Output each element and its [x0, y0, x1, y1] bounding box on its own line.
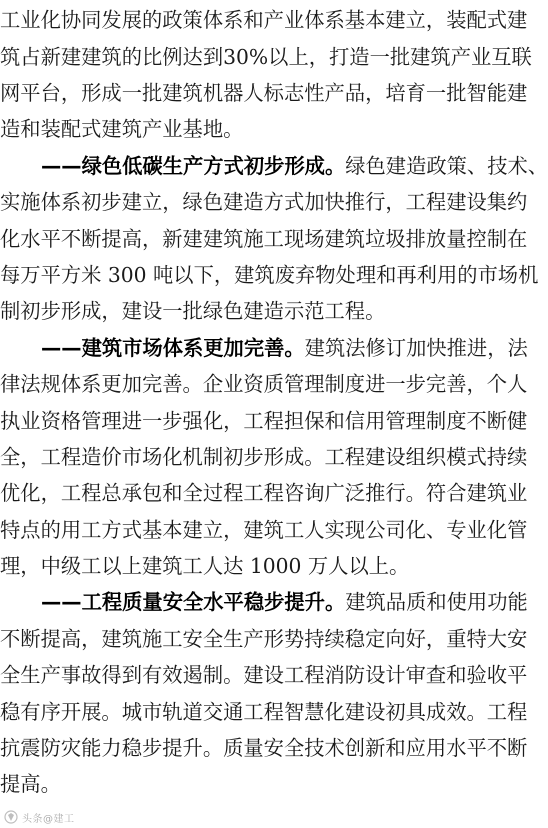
para4-first-tail: 建筑品质和使用功能	[345, 590, 528, 614]
para3-line-1: 律法规体系更加完善。企业资质管理制度进一步完善，个人	[0, 372, 528, 396]
para3-first-line	[41, 330, 528, 366]
watermark	[4, 808, 75, 826]
para3-line-2: 执业资格管理进一步强化，工程担保和信用管理制度不断健	[0, 409, 528, 433]
para4-line-3: 稳有序开展。城市轨道交通工程智慧化建设初具成效。工程	[0, 700, 528, 724]
para1-line-1: 工业化协同发展的政策体系和产业体系基本建立，装配式建	[0, 8, 528, 32]
para1-line-3: 网平台，形成一批建筑机器人标志性产品，培育一批智能建	[0, 81, 528, 105]
para2-line-2: 化水平不断提高，新建建筑施工现场建筑垃圾排放量控制在	[0, 227, 528, 251]
para1-line-4: 造和装配式建筑产业基地。	[0, 117, 244, 141]
para2-first-tail: 绿色建造政策、技术、	[345, 154, 548, 178]
para4-first-line	[41, 584, 528, 620]
para3-first-tail: 建筑法修订加快推进，法	[304, 336, 528, 360]
para2-first-line	[41, 148, 548, 184]
para4-line-2: 全生产事故得到有效遏制。建设工程消防设计审查和验收平	[0, 663, 528, 687]
para4-line-5: 提高。	[0, 772, 61, 796]
para4-heading: ——工程质量安全水平稳步提升。	[41, 590, 346, 614]
para2-heading: ——绿色低碳生产方式初步形成。	[41, 154, 346, 178]
brand-logo-icon	[4, 810, 18, 824]
para3-line-3: 全，工程造价市场化机制初步形成。工程建设组织模式持续	[0, 445, 528, 469]
para3-line-5: 特点的用工方式基本建立，建筑工人实现公司化、专业化管	[0, 518, 528, 542]
para2-line-3: 每万平方米 300 吨以下，建筑废弃物处理和再利用的市场机	[0, 263, 539, 287]
para2-line-1: 实施体系初步建立，绿色建造方式加快推行，工程建设集约	[0, 190, 528, 214]
para1-line-2: 筑占新建建筑的比例达到30%以上，打造一批建筑产业互联	[0, 45, 532, 69]
para2-line-4: 制初步形成，建设一批绿色建造示范工程。	[0, 299, 386, 323]
para4-line-1: 不断提高，建筑施工安全生产形势持续稳定向好，重特大安	[0, 627, 528, 651]
para3-heading: ——建筑市场体系更加完善。	[41, 336, 305, 360]
para4-line-4: 抗震防灾能力稳步提升。质量安全技术创新和应用水平不断	[0, 736, 528, 760]
watermark-text: 头条@建工	[22, 813, 75, 825]
para3-line-6: 理，中级工以上建筑工人达 1000 万人以上。	[0, 554, 410, 578]
para3-line-4: 优化，工程总承包和全过程工程咨询广泛推行。符合建筑业	[0, 481, 528, 505]
